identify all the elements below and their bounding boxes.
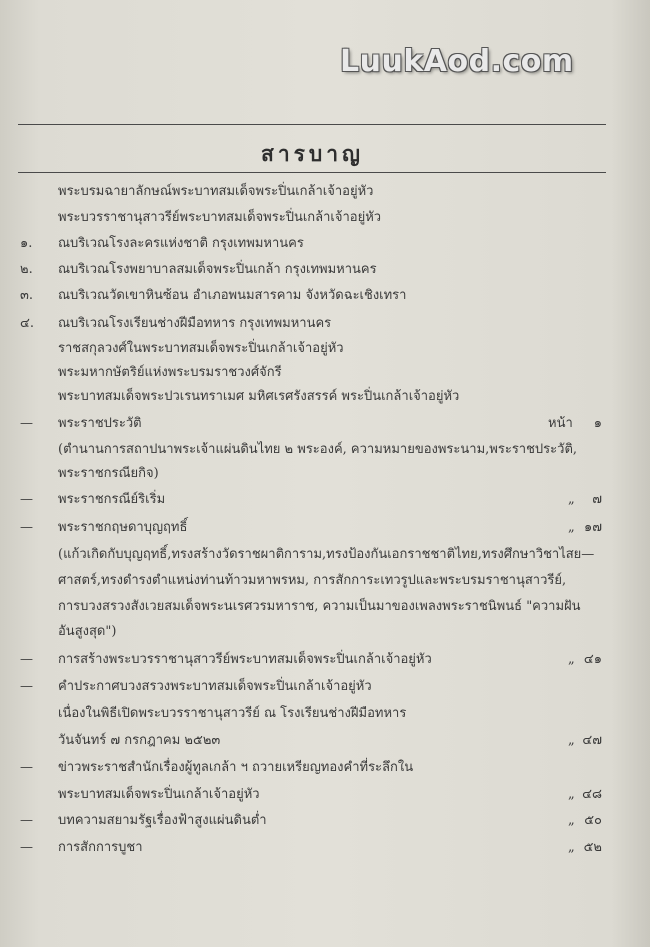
extra-line: พระมหากษัตริย์แห่งพระบรมราชวงศ์จักรี (58, 365, 282, 380)
extra-line: ราชสกุลวงศ์ในพระบาทสมเด็จพระปิ่นเกล้าเจ้าอยู่หัว (58, 341, 344, 356)
watermark: LuukAod.com (340, 44, 574, 79)
numbered-item: ๓. ณบริเวณวัดเขาหินซ้อน อำเภอพนมสารคาม จังหวัดฉะเชิงเทรา (20, 288, 407, 303)
toc-entry: — พระราชกฤษดาบุญฤทธิ์ „ ๑๗ (20, 520, 602, 535)
toc-line: ศาสตร์,ทรงดำรงตำแหน่งท่านท้าวมหาพรหม, การสักการะเทวรูปและพระบรมราชานุสาวรีย์, (58, 573, 567, 588)
toc-entry: — พระราชประวัติ หน้า ๑ (20, 416, 602, 431)
top-rule (18, 124, 606, 125)
numbered-item: ๔. ณบริเวณโรงเรียนช่างฝีมือทหาร กรุงเทพมหานคร (20, 316, 332, 331)
toc-line: (ตำนานการสถาปนาพระเจ้าแผ่นดินไทย ๒ พระองค์, ความหมายของพระนาม,พระราชประวัติ, (58, 442, 578, 457)
page-title: สารบาญ (261, 141, 364, 166)
toc-entry: — พระราชกรณีย์ริเริ่ม „ ๗ (20, 492, 602, 507)
numbered-item: ๒. ณบริเวณโรงพยาบาลสมเด็จพระปิ่นเกล้า กรุงเทพมหานคร (20, 262, 377, 277)
toc-line: การบวงสรวงสังเวยสมเด็จพระนเรศวรมหาราช, ความเป็นมาของเพลงพระราชนิพนธ์ "ความฝัน (58, 599, 581, 614)
toc-entry: — ข่าวพระราชสำนักเรื่องผู้ทูลเกล้า ฯ ถวายเหรียญทองคำที่ระลึกใน (20, 760, 414, 775)
toc-entry: — การสร้างพระบวรราชานุสาวรีย์พระบาทสมเด็จพระปิ่นเกล้าเจ้าอยู่หัว „ ๔๑ (20, 652, 602, 667)
toc-entry: — การสักการบูชา „ ๕๒ (20, 840, 602, 855)
numbered-item: ๑. ณบริเวณโรงละครแห่งชาติ กรุงเทพมหานคร (20, 236, 304, 251)
toc-line: เนื่องในพิธีเปิดพระบวรราชานุสาวรีย์ ณ โรงเรียนช่างฝีมือทหาร (58, 706, 407, 721)
toc-entry: — บทความสยามรัฐเรื่องฟ้าสูงแผ่นดินต่ำ „ ๕๐ (20, 813, 602, 828)
toc-entry: — คำประกาศบวงสรวงพระบาทสมเด็จพระปิ่นเกล้าเจ้าอยู่หัว (20, 679, 372, 694)
intro-line: พระบรมฉายาลักษณ์พระบาทสมเด็จพระปิ่นเกล้าเจ้าอยู่หัว (58, 184, 374, 199)
toc-line: (แก้วเกิดกับบุญฤทธิ์,ทรงสร้างวัดราชผาติการาม,ทรงป้องกันเอกราชชาติไทย,ทรงศึกษาวิชาไสย— (58, 547, 595, 562)
toc-entry: วันจันทร์ ๗ กรกฎาคม ๒๕๒๓ „ ๔๗ (58, 733, 602, 748)
intro-line: พระบวรราชานุสาวรีย์พระบาทสมเด็จพระปิ่นเกล้าเจ้าอยู่หัว (58, 210, 382, 225)
extra-line: พระบาทสมเด็จพระปวเรนทราเมศ มหิศเรศรังสรรค์ พระปิ่นเกล้าเจ้าอยู่หัว (58, 389, 460, 404)
toc-line: พระราชกรณียกิจ) (58, 466, 159, 481)
toc-line: พระบาทสมเด็จพระปิ่นเกล้าเจ้าอยู่หัว „ ๔๘ (58, 787, 602, 802)
toc-line: อันสูงสุด") (58, 624, 117, 639)
title-rule (18, 172, 606, 173)
